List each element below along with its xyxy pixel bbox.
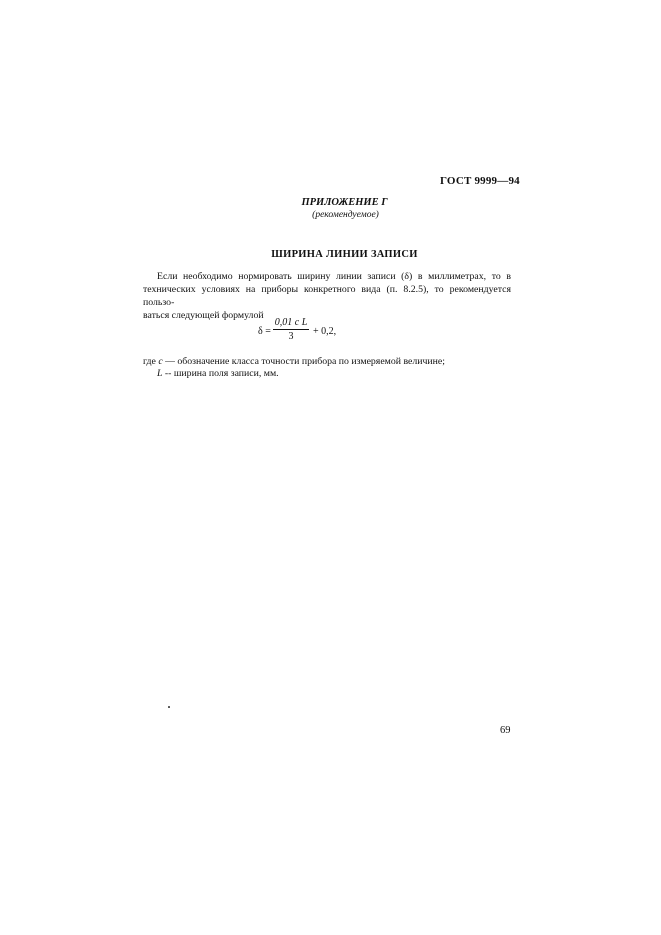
section-heading: ШИРИНА ЛИНИИ ЗАПИСИ [271,249,418,260]
definition-L [157,368,279,379]
paragraph-line-2: технических условиях на приборы конкретного вида (п. 8.2.5), то рекомендуется пользо- [143,284,511,308]
paragraph-line-3: ваться следующей формулой [143,310,264,321]
appendix-title: ПРИЛОЖЕНИЕ Г [301,197,388,208]
body-paragraph [143,270,511,322]
paragraph-line-1: Если необходимо нормировать ширину линии записи (δ) в миллиметрах, то в [157,271,511,282]
variable-L: L [157,368,163,379]
formula-lhs: δ = [258,326,271,337]
formula-fraction [273,317,309,342]
formula-numerator: 0,01 c L [274,317,308,328]
variable-c: c [158,356,163,367]
page-number: 69 [500,725,511,736]
fraction-bar [273,329,309,330]
definition-c-text: — обозначение класса точности прибора по измеряемой величине; [165,356,445,367]
definition-prefix: где [143,356,156,367]
scan-speck [168,706,170,708]
definition-c [143,356,445,367]
appendix-subtitle: (рекомендуемое) [312,210,379,220]
formula-rhs: + 0,2, [313,326,337,337]
width-formula [258,317,398,347]
formula-denominator: 3 [288,331,294,342]
document-code: ГОСТ 9999—94 [440,175,520,187]
definition-L-text: -- ширина поля записи, мм. [164,368,279,379]
